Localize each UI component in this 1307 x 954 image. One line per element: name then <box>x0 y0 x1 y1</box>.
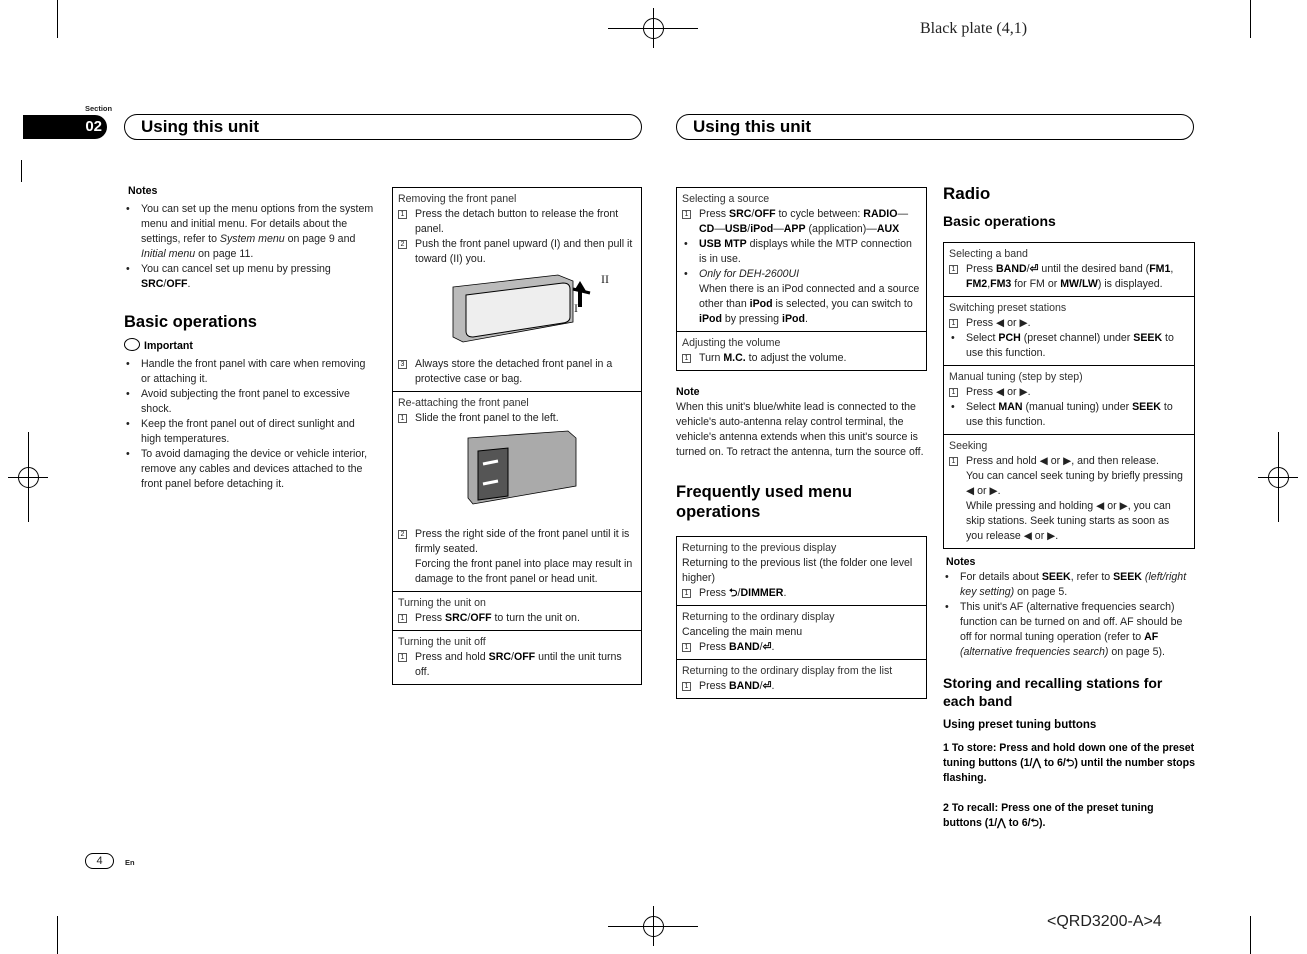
text-run: ⮌ <box>729 587 738 599</box>
step-number: 1 <box>682 589 691 598</box>
step-number: 1 <box>949 388 958 397</box>
text-run: FM2 <box>966 278 988 290</box>
text-run: to use this function. <box>966 401 1173 428</box>
text-run: OFF <box>166 278 188 290</box>
text-run: (left/right key setting) <box>960 571 1187 598</box>
turning-off-section <box>393 630 641 684</box>
text-run: on page 5. <box>1014 586 1068 598</box>
notes-title: Notes <box>946 556 976 568</box>
text-run: OFF <box>470 612 492 624</box>
step-number: 2 <box>398 530 407 539</box>
section-title: Selecting a source <box>682 193 770 205</box>
text-run: RADIO <box>863 208 898 220</box>
section-title: Turning the unit on <box>398 597 486 609</box>
text-run: Push the front panel upward (I) and then pull it toward (II) you. <box>415 238 633 265</box>
crop-mark <box>57 916 58 954</box>
language-label: En <box>125 858 135 867</box>
section-title: Switching preset stations <box>949 302 1067 314</box>
step-number: 1 <box>398 653 407 662</box>
text-run: For details about <box>960 571 1042 583</box>
section-title: Manual tuning (step by step) <box>949 371 1083 383</box>
text-run: SRC <box>729 208 752 220</box>
manual-tuning-section <box>944 365 1194 434</box>
text-run: on page 5). <box>1108 646 1165 658</box>
text-run: / <box>163 278 167 290</box>
note-item <box>943 600 1195 660</box>
text-run: OFF <box>754 208 776 220</box>
step-text <box>699 680 774 692</box>
text-run: Press and hold <box>415 651 489 663</box>
note-title: Note <box>676 386 700 398</box>
front-panel-box <box>392 187 642 685</box>
page-number: 4 <box>85 853 114 869</box>
text-run: SEEK <box>1132 401 1161 413</box>
bullet-item <box>949 331 1189 361</box>
section-label: Section <box>85 104 113 113</box>
step-number: 1 <box>949 319 958 328</box>
text-run: Press <box>415 612 446 624</box>
text-run: / <box>751 208 755 220</box>
text-run: . <box>771 680 775 692</box>
text-run: Turn <box>699 352 724 364</box>
text-run: Select <box>966 401 999 413</box>
basic-operations-heading: Basic operations <box>124 313 257 331</box>
text-run: ⏎ <box>762 641 772 653</box>
step-note <box>949 469 1189 499</box>
text-run: Press <box>699 587 730 599</box>
text-run: While pressing and holding ◀ or ▶, you can skip stations. Seek tuning starts as soon as you release ◀ or ▶. <box>966 500 1171 542</box>
text-run: CD <box>699 223 715 235</box>
step-text <box>415 208 618 235</box>
section-desc: Canceling the main menu <box>682 626 803 638</box>
ordinary-display-section <box>677 605 926 659</box>
registration-mark <box>28 432 29 522</box>
section-title: Seeking <box>949 440 988 452</box>
section-title: Returning to the ordinary display from the list <box>682 665 893 677</box>
text-run: Always store the detached front panel in a protective case or bag. <box>415 358 613 385</box>
text-run: / <box>737 587 741 599</box>
registration-mark <box>653 8 654 48</box>
preset-tuning-heading: Using preset tuning buttons <box>943 719 1097 731</box>
text-run: APP <box>783 223 806 235</box>
crop-mark <box>1250 0 1251 38</box>
plate-label: Black plate (4,1) <box>920 20 1028 37</box>
text-run: to turn the unit on. <box>491 612 580 624</box>
step-text <box>415 612 580 624</box>
text-run: BAND <box>729 680 760 692</box>
text-run: OFF <box>513 651 536 663</box>
text-run: You can cancel set up menu by pressing <box>141 263 331 275</box>
step-text <box>415 651 622 678</box>
turning-on-section <box>393 591 641 630</box>
text-run: SRC <box>141 278 164 290</box>
text-run: MAN <box>998 401 1023 413</box>
section-title: Turning the unit off <box>398 636 486 648</box>
step-text <box>699 641 774 653</box>
front-panel-drawing <box>398 426 638 526</box>
step-number: 3 <box>398 360 407 369</box>
section-header-right: Using this unit <box>676 114 1194 140</box>
section-number: 02 <box>23 115 107 139</box>
step-number: 1 <box>949 457 958 466</box>
selecting-source-section <box>677 188 926 331</box>
section-title: Removing the front panel <box>398 193 517 205</box>
text-run: SEEK <box>1041 571 1071 583</box>
text-run: SEEK <box>1133 332 1163 344</box>
direction-label-2: II <box>601 272 609 286</box>
text-run: Press ◀ or ▶. <box>966 317 1031 329</box>
text-run: . <box>804 313 808 325</box>
text-run: Press the right side of the front panel until it is firmly seated. <box>415 528 630 555</box>
text-run: USB <box>724 223 748 235</box>
text-run: iPod <box>699 313 722 325</box>
text-run: iPod <box>782 313 805 325</box>
text-run: AF <box>1144 631 1159 643</box>
text-run: Only for DEH-2600UI <box>699 268 800 280</box>
text-run: by pressing <box>721 313 783 325</box>
text-run: Forcing the front panel into place may result in damage to the front panel or head unit. <box>415 558 633 585</box>
column-3 <box>676 187 927 699</box>
text-run: Keep the front panel out of direct sunlight and high temperatures. <box>141 418 355 445</box>
step-text <box>966 317 1031 329</box>
text-run: USB MTP <box>699 238 747 250</box>
remove-panel-illustration <box>398 267 636 357</box>
text-run: Slide the front panel to the left. <box>415 412 559 424</box>
removing-panel-section <box>393 188 641 391</box>
step-text <box>966 455 1159 467</box>
text-run: for FM or <box>1011 278 1061 290</box>
section-desc: Returning to the previous list (the folder one level higher) <box>682 557 913 584</box>
text-run: . <box>187 278 191 290</box>
volume-section <box>677 331 926 370</box>
preset-section <box>944 296 1194 365</box>
important-item <box>124 357 376 387</box>
step-text <box>699 587 786 599</box>
text-run: You can set up the menu options from the system menu and initial menu. For details about the settings, refer to <box>141 203 374 245</box>
text-run: on page 9 and <box>284 233 356 245</box>
text-run: / <box>759 641 763 653</box>
step-text <box>699 208 908 235</box>
seeking-section <box>944 434 1194 548</box>
step-number: 2 <box>398 240 407 249</box>
text-run: / <box>467 612 471 624</box>
text-run: , refer to <box>1070 571 1114 583</box>
text-run: SRC <box>445 612 468 624</box>
text-run: — <box>773 223 784 235</box>
text-run: AUX <box>876 223 900 235</box>
note-item <box>943 570 1195 600</box>
step-text <box>415 528 629 555</box>
bullet-text <box>682 282 921 327</box>
step-text <box>966 386 1031 398</box>
notes-title: Notes <box>128 185 158 197</box>
basic-operations-subheading: Basic operations <box>943 213 1056 229</box>
attach-panel-illustration <box>398 426 636 527</box>
text-run: — <box>897 208 909 220</box>
text-run: MW/LW <box>1060 278 1098 290</box>
text-run: , <box>1170 263 1174 275</box>
step-number: 1 <box>398 614 407 623</box>
frequent-menu-heading: Frequently used menu operations <box>676 483 853 521</box>
step-note <box>949 499 1189 544</box>
text-run: This unit's AF (alternative frequencies search) function can be turned on and off. AF should be off for normal tuning operation (refer to <box>960 601 1183 643</box>
text-run: M.C. <box>723 352 746 364</box>
bullet-item <box>682 237 921 267</box>
text-run: / <box>511 651 514 663</box>
reattaching-panel-section <box>393 391 641 591</box>
direction-label-1: I <box>574 301 578 315</box>
text-run: Select <box>966 332 999 344</box>
important-item <box>124 387 376 417</box>
text-run: Press <box>699 680 730 692</box>
section-title: Returning to the ordinary display <box>682 611 835 623</box>
section-title: Selecting a band <box>949 248 1028 260</box>
text-run: Press <box>699 208 730 220</box>
column-4 <box>943 184 1195 831</box>
text-run: . <box>783 587 787 599</box>
text-run: Press and hold ◀ or ▶, and then release. <box>966 455 1159 467</box>
text-run: FM3 <box>990 278 1012 290</box>
text-run: to use this function. <box>966 332 1174 359</box>
step-number: 1 <box>682 210 691 219</box>
note-text: When this unit's blue/white lead is connected to the vehicle's auto-antenna relay control terminal, the vehicle's antenna extends when this unit's source is turned on. To retract the antenna, turn the source off. <box>676 401 924 458</box>
text-run: Avoid subjecting the front panel to excessive shock. <box>141 388 350 415</box>
text-run: / <box>747 223 751 235</box>
text-run: Press ◀ or ▶. <box>966 386 1031 398</box>
step-note <box>398 557 636 587</box>
text-run: until the unit turns off. <box>415 651 622 678</box>
text-run: System menu <box>219 233 285 245</box>
text-run: Handle the front panel with care when removing or attaching it. <box>141 358 366 385</box>
section-title: Adjusting the volume <box>682 337 781 349</box>
text-run: to adjust the volume. <box>745 352 847 364</box>
text-run: (preset channel) under <box>1020 332 1134 344</box>
registration-mark <box>1278 432 1279 522</box>
section-title: Returning to the previous display <box>682 542 837 554</box>
section-header-left: Using this unit <box>124 114 642 140</box>
step-number: 1 <box>682 682 691 691</box>
important-icon <box>124 338 140 351</box>
text-run: Press <box>699 641 730 653</box>
step-text <box>415 412 559 424</box>
column-1 <box>124 184 376 492</box>
text-run: Initial menu <box>141 248 196 260</box>
step-text <box>699 352 846 364</box>
step-number: 1 <box>398 414 407 423</box>
important-item <box>124 417 376 447</box>
text-run: ) is displayed. <box>1097 278 1163 290</box>
text-run: displays while the MTP connection is in use. <box>699 238 912 265</box>
text-run: ⏎ <box>1029 263 1039 275</box>
text-run: to cycle between: <box>775 208 864 220</box>
bullet-item <box>682 267 921 282</box>
crop-mark <box>1250 916 1251 954</box>
note-item <box>124 202 376 262</box>
important-label: Important <box>144 340 193 352</box>
list-display-section <box>677 659 926 698</box>
store-step: 1 To store: Press and hold down one of the preset tuning buttons (1/⋀ to 6/⮌) until the number stops flashing. <box>943 742 1195 784</box>
section-title: Re-attaching the front panel <box>398 397 529 409</box>
text-run: You can cancel seek tuning by briefly pressing ◀ or ▶. <box>966 470 1183 497</box>
step-text <box>415 358 612 385</box>
text-run: / <box>1026 263 1030 275</box>
text-run: (manual tuning) under <box>1022 401 1133 413</box>
step-text <box>415 238 632 265</box>
text-run: When there is an iPod connected and a source other than <box>699 283 920 310</box>
text-run: PCH <box>998 332 1021 344</box>
text-run: . <box>771 641 775 653</box>
radio-heading: Radio <box>943 184 991 203</box>
text-run: on page 11. <box>195 248 254 260</box>
bullet-item <box>949 400 1189 430</box>
text-run: ⏎ <box>762 680 772 692</box>
text-run: is selected, you can switch to <box>772 298 913 310</box>
crop-mark <box>57 0 58 38</box>
recall-step: 2 To recall: Press one of the preset tuning buttons (1/⋀ to 6/⮌). <box>943 802 1154 829</box>
text-run: (application)— <box>805 223 877 235</box>
text-run: iPod <box>750 223 774 235</box>
text-run: Press <box>966 263 997 275</box>
text-run: SRC <box>488 651 511 663</box>
step-number: 1 <box>682 643 691 652</box>
step-number: 1 <box>682 354 691 363</box>
text-run: Press the detach button to release the front panel. <box>415 208 619 235</box>
registration-mark <box>653 906 654 946</box>
text-run: BAND <box>729 641 760 653</box>
text-run: / <box>759 680 763 692</box>
text-run: DIMMER <box>740 587 784 599</box>
note-item <box>124 262 376 292</box>
text-run: (alternative frequencies search) <box>960 646 1109 658</box>
step-text <box>966 263 1173 290</box>
text-run: BAND <box>996 263 1027 275</box>
storing-heading: Storing and recalling stations for each band <box>943 675 1163 709</box>
important-item <box>124 447 376 492</box>
text-run: — <box>714 223 725 235</box>
text-run: until the desired band ( <box>1038 263 1150 275</box>
side-mark <box>21 160 22 182</box>
text-run: SEEK <box>1113 571 1142 583</box>
text-run: iPod <box>749 298 773 310</box>
document-code: <QRD3200-A>4 <box>1047 913 1162 930</box>
step-number: 1 <box>398 210 407 219</box>
text-run: , <box>987 278 991 290</box>
step-number: 1 <box>949 265 958 274</box>
text-run: FM1 <box>1149 263 1171 275</box>
previous-display-section <box>677 537 926 605</box>
text-run: To avoid damaging the device or vehicle interior, remove any cables and devices attached to the front panel before detaching it. <box>141 448 368 490</box>
band-section <box>944 243 1194 296</box>
